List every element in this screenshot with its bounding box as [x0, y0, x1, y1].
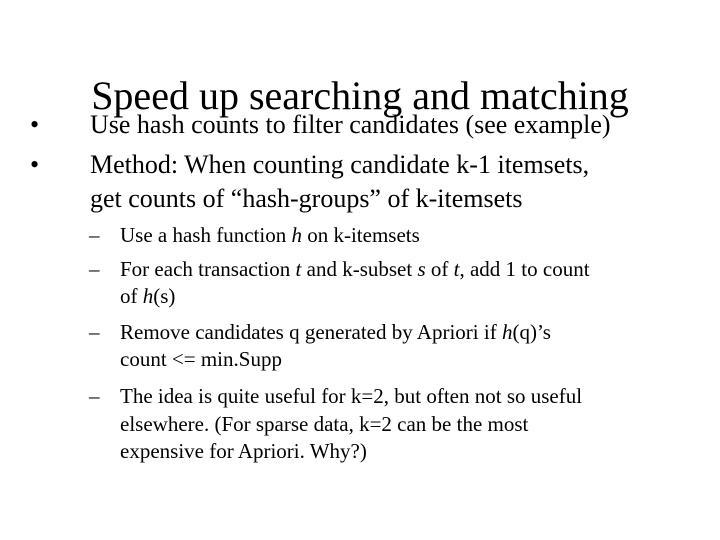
bullet-marker: • [30, 150, 40, 179]
dash-marker: – [89, 223, 100, 247]
dash-marker: – [89, 257, 100, 281]
sub-bullet-text: expensive for Apriori. Why?) [120, 439, 367, 463]
slide-title: Speed up searching and matching [91, 73, 629, 118]
sub-bullet-text: Remove candidates q generated by Apriori if h(q)’s [120, 320, 551, 344]
sub-bullet-text: count <= min.Supp [120, 347, 282, 371]
dash-marker: – [89, 320, 100, 344]
sub-bullet-text: elsewhere. (For sparse data, k=2 can be the most [120, 412, 529, 436]
bullet-text: Method: When counting candidate k-1 itemsets, [90, 150, 590, 179]
sub-bullet-text: The idea is quite useful for k=2, but often not so useful [120, 384, 583, 408]
bullet-text: Use hash counts to filter candidates (see example) [90, 110, 611, 139]
sub-bullet-text: Use a hash function h on k-itemsets [120, 223, 420, 247]
dash-marker: – [89, 384, 100, 408]
bullet-text: get counts of “hash-groups” of k-itemsets [90, 184, 523, 213]
sub-bullet-text: of h(s) [120, 284, 176, 308]
bullet-marker: • [30, 110, 40, 139]
sub-bullet-text: For each transaction t and k-subset s of t, add 1 to count [120, 257, 590, 281]
